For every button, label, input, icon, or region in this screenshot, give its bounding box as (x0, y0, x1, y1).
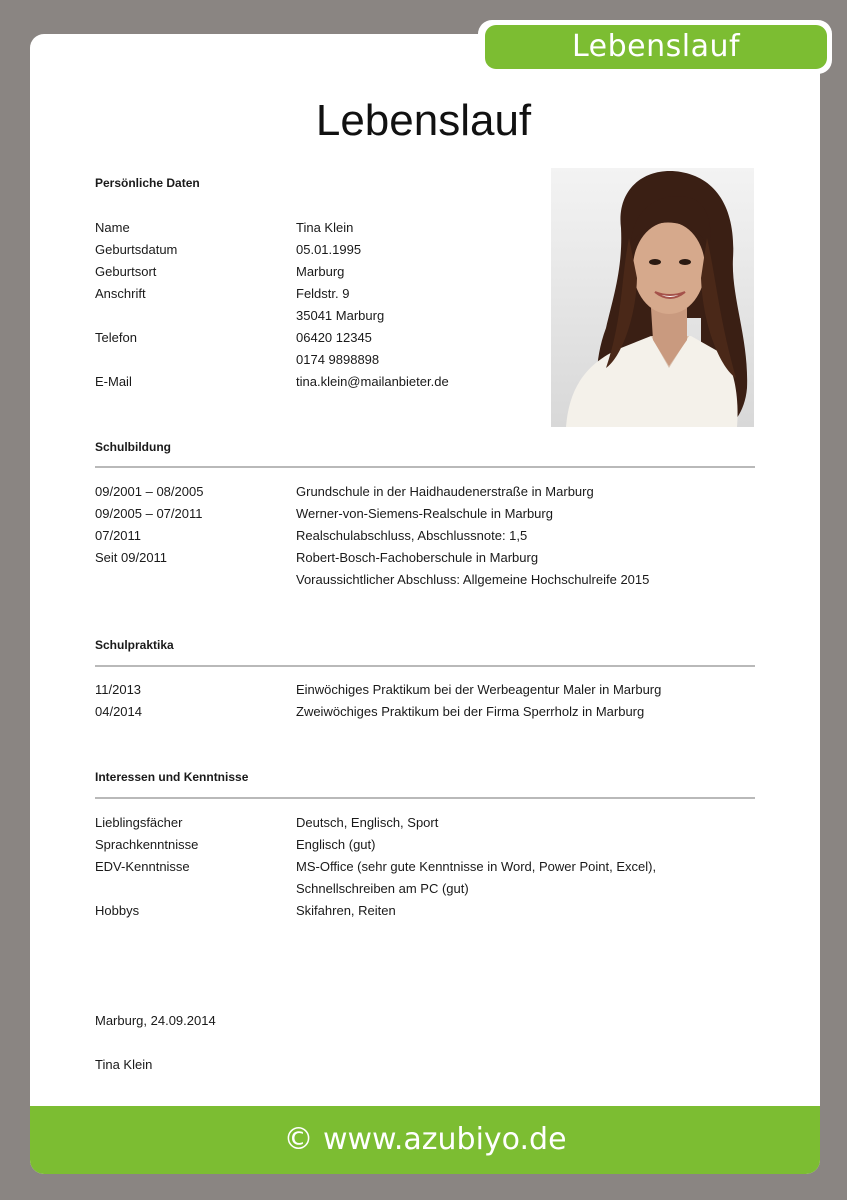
tab-label: Lebenslauf (485, 25, 827, 69)
section-heading-school: Schulbildung (95, 440, 171, 454)
section-heading-interests: Interessen und Kenntnisse (95, 770, 249, 784)
signature-name: Tina Klein (95, 1057, 153, 1072)
row-value: Voraussichtlicher Abschluss: Allgemeine Hochschulreife 2015 (296, 572, 650, 587)
row-label: Hobbys (95, 903, 140, 918)
row-label: 07/2011 (95, 528, 142, 543)
footer-banner: © www.azubiyo.de (30, 1106, 820, 1174)
row-value: Grundschule in der Haidhaudenerstraße in Marburg (296, 484, 594, 499)
row-label: Geburtsdatum (95, 242, 178, 257)
place-date: Marburg, 24.09.2014 (95, 1013, 216, 1028)
profile-photo (551, 168, 754, 427)
portrait-image (551, 168, 754, 427)
section-divider (95, 466, 755, 468)
row-value: Feldstr. 9 (296, 286, 350, 301)
row-value: Marburg (296, 264, 345, 279)
row-value: Robert-Bosch-Fachoberschule in Marburg (296, 550, 539, 565)
row-label: 09/2001 – 08/2005 (95, 484, 204, 499)
row-label: EDV-Kenntnisse (95, 859, 190, 874)
row-label: Sprachkenntnisse (95, 837, 199, 852)
section-divider (95, 665, 755, 667)
row-value: 0174 9898898 (296, 352, 380, 367)
section-divider (95, 797, 755, 799)
row-value: 05.01.1995 (296, 242, 362, 257)
row-value: Deutsch, Englisch, Sport (296, 815, 439, 830)
row-value: Einwöchiges Praktikum bei der Werbeagentur Maler in Marburg (296, 682, 662, 697)
row-label: 09/2005 – 07/2011 (95, 506, 203, 521)
row-label: Seit 09/2011 (95, 550, 168, 565)
row-label: Telefon (95, 330, 137, 345)
row-label: Geburtsort (95, 264, 157, 279)
row-value: Zweiwöchiges Praktikum bei der Firma Sperrholz in Marburg (296, 704, 645, 719)
row-label: 11/2013 (95, 682, 142, 697)
page-title: Lebenslauf (315, 96, 532, 145)
row-value: Tina Klein (296, 220, 354, 235)
section-heading-internships: Schulpraktika (95, 638, 174, 652)
row-value: tina.klein@mailanbieter.de (296, 374, 449, 389)
row-value: 35041 Marburg (296, 308, 385, 323)
row-value: 06420 12345 (296, 330, 372, 345)
row-value: Schnellschreiben am PC (gut) (296, 881, 469, 896)
row-label: E-Mail (95, 374, 132, 389)
row-value: Realschulabschluss, Abschlussnote: 1,5 (296, 528, 528, 543)
row-label: Name (95, 220, 130, 235)
row-label: Lieblingsfächer (95, 815, 183, 830)
section-heading-personal: Persönliche Daten (95, 176, 200, 190)
row-label: 04/2014 (95, 704, 142, 719)
row-value: Skifahren, Reiten (296, 903, 396, 918)
row-value: MS-Office (sehr gute Kenntnisse in Word, Power Point, Excel), (296, 859, 657, 874)
row-label: Anschrift (95, 286, 146, 301)
row-value: Englisch (gut) (296, 837, 376, 852)
row-value: Werner-von-Siemens-Realschule in Marburg (296, 506, 553, 521)
